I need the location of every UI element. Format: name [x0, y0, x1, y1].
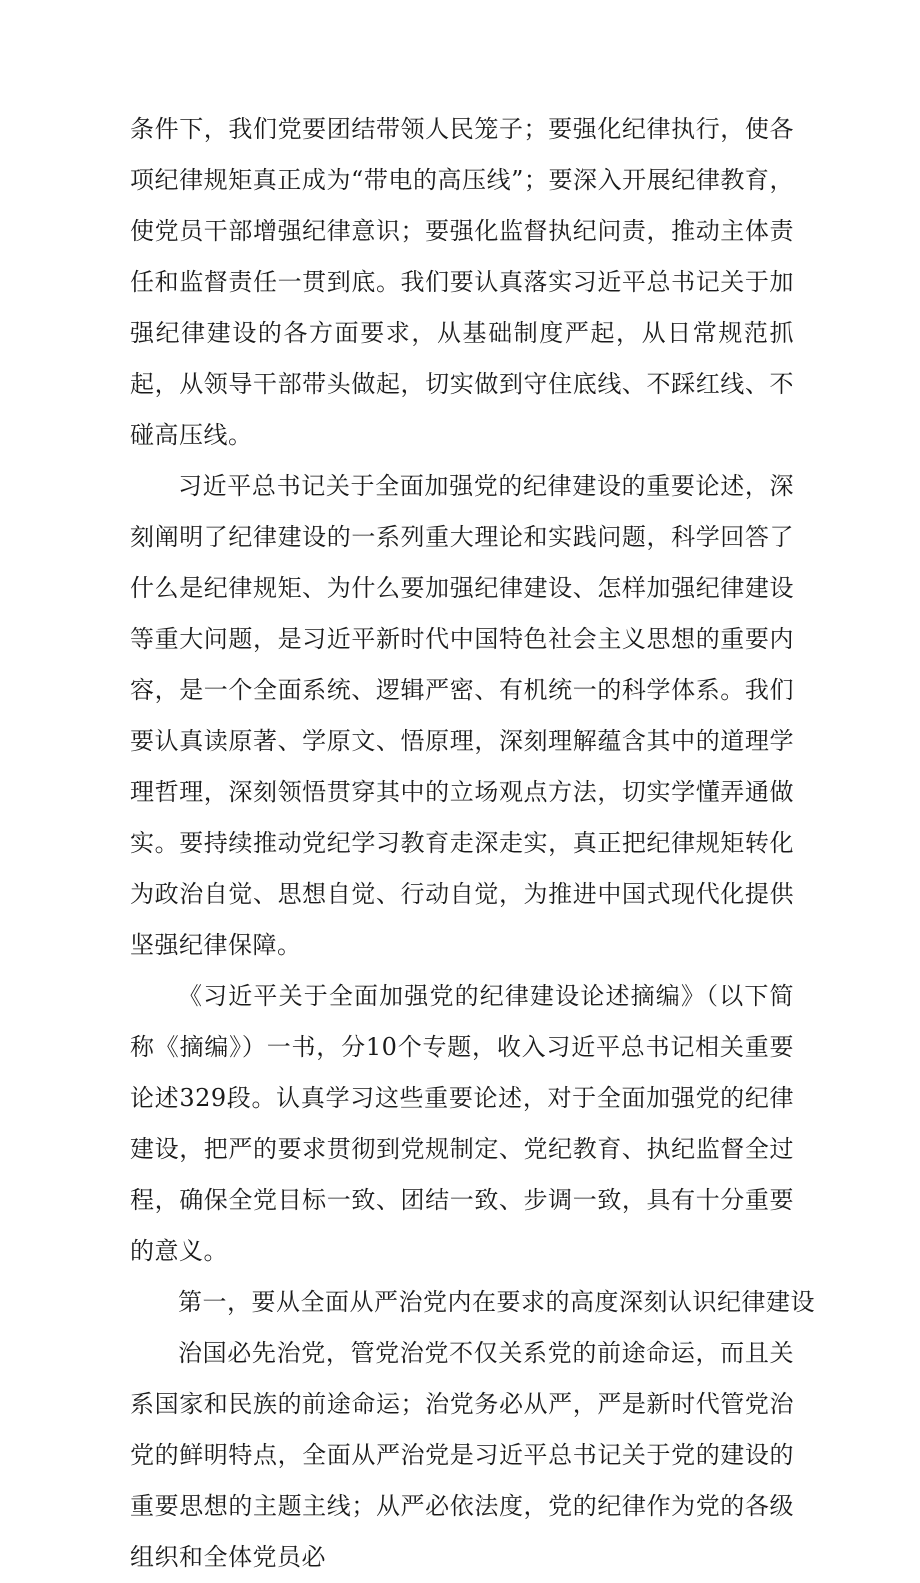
paragraph-party-governance: 治国必先治党，管党治党不仅关系党的前途命运，而且关系国家和民族的前途命运；治党务必从严，严是新时代管党治党的鲜明特点，全面从严治党是习近平总书记关于党的建设的重要思想的主题主线；从严必依法度，党的纪律作为党的各级组织和全体党员必: [130, 1339, 794, 1571]
document-page: [130, 104, 815, 1583]
paragraph-discipline-theory: 习近平总书记关于全面加强党的纪律建设的重要论述，深刻阐明了纪律建设的一系列重大理论和实践问题，科学回答了什么是纪律规矩、为什么要加强纪律建设、怎样加强纪律建设等重大问题，是习近平新时代中国特色社会主义思想的重要内容，是一个全面系统、逻辑严密、有机统一的科学体系。我们要认真读原著、学原文、悟原理，深刻理解蕴含其中的道理学理哲理，深刻领悟贯穿其中的立场观点方法，切实学懂弄通做实。要持续推动党纪学习教育走深走实，真正把纪律规矩转化为政治自觉、思想自觉、行动自觉，为推进中国式现代化提供坚强纪律保障。: [130, 472, 794, 959]
paragraph-continuation: 条件下，我们党要团结带领人民笼子；要强化纪律执行，使各项纪律规矩真正成为“带电的高压线”；要深入开展纪律教育，使党员干部增强纪律意识；要强化监督执纪问责，推动主体责任和监督责任一贯到底。我们要认真落实习近平总书记关于加强纪律建设的各方面要求，从基础制度严起，从日常规范抓起，从领导干部带头做起，切实做到守住底线、不踩红线、不碰高压线。: [130, 115, 794, 449]
paragraph-book-intro: 《习近平关于全面加强党的纪律建设论述摘编》（以下简称《摘编》）一书，分10个专题，收入习近平总书记相关重要论述329段。认真学习这些重要论述，对于全面加强党的纪律建设，把严的要求贯彻到党规制定、党纪教育、执纪监督全过程，确保全党目标一致、团结一致、步调一致，具有十分重要的意义。: [130, 982, 794, 1265]
section-heading-first: 第一，要从全面从严治党内在要求的高度深刻认识纪律建设: [178, 1288, 815, 1316]
